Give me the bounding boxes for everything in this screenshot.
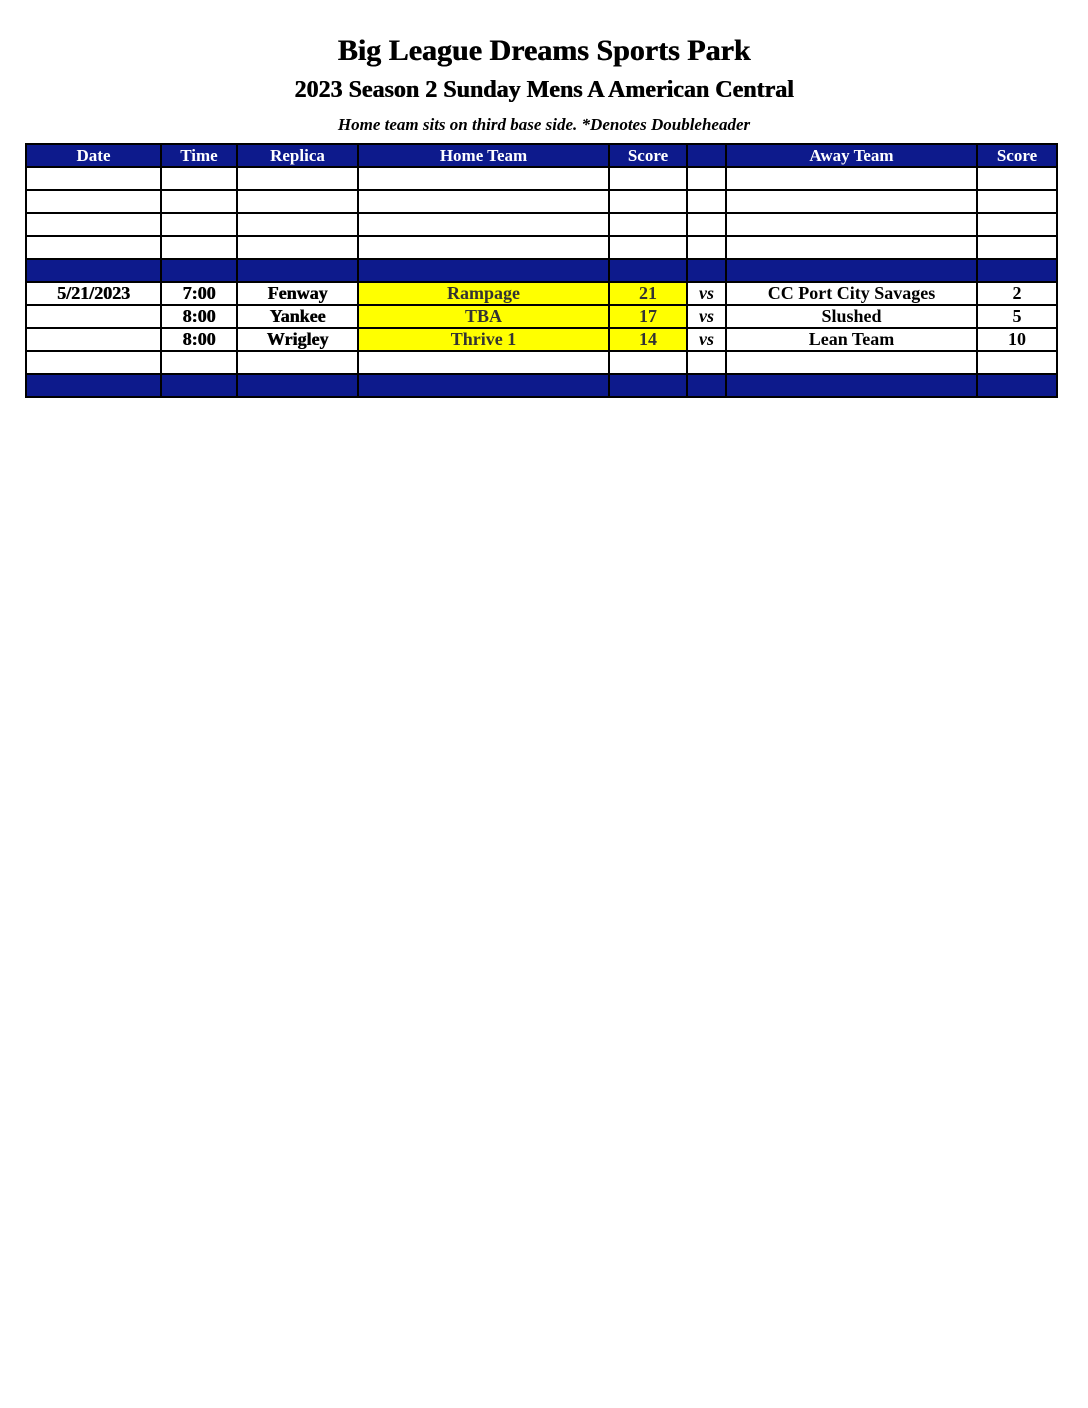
home-score: 14 (609, 328, 687, 351)
away-team: Lean Team (726, 328, 977, 351)
game-time: 8:00 (161, 328, 237, 351)
col-header-date: Date (26, 144, 161, 167)
empty-row (26, 213, 1057, 236)
away-score: 5 (977, 305, 1057, 328)
page-note: Home team sits on third base side. *Denotes Doubleheader (337, 115, 751, 134)
empty-row (26, 236, 1057, 259)
game-date (26, 305, 161, 328)
page-subtitle: 2023 Season 2 Sunday Mens A American Central (294, 77, 794, 103)
home-score: 17 (609, 305, 687, 328)
home-team: Rampage (358, 282, 609, 305)
away-team: CC Port City Savages (726, 282, 977, 305)
game-time: 8:00 (161, 305, 237, 328)
empty-row (26, 351, 1057, 374)
col-header-replica: Replica (237, 144, 358, 167)
col-header-time: Time (161, 144, 237, 167)
home-team: TBA (358, 305, 609, 328)
away-score: 2 (977, 282, 1057, 305)
empty-row (26, 190, 1057, 213)
game-row (26, 282, 1057, 305)
away-score: 10 (977, 328, 1057, 351)
home-score: 21 (609, 282, 687, 305)
vs-label: vs (687, 305, 726, 328)
game-row (26, 328, 1057, 351)
separator-band (26, 374, 1057, 397)
game-date: 5/21/2023 (26, 282, 161, 305)
vs-label: vs (687, 328, 726, 351)
game-date (26, 328, 161, 351)
game-row (26, 305, 1057, 328)
game-time: 7:00 (161, 282, 237, 305)
header-row (26, 144, 1057, 167)
vs-label: vs (687, 282, 726, 305)
home-team: Thrive 1 (358, 328, 609, 351)
game-replica: Wrigley (237, 328, 358, 351)
col-header-home-score: Score (609, 144, 687, 167)
separator-band (26, 259, 1057, 282)
schedule-table (25, 143, 1058, 398)
game-replica: Fenway (237, 282, 358, 305)
page-title: Big League Dreams Sports Park (337, 34, 751, 67)
game-replica: Yankee (237, 305, 358, 328)
col-header-away-team: Away Team (726, 144, 977, 167)
col-header-vs (687, 144, 726, 167)
col-header-away-score: Score (977, 144, 1057, 167)
away-team: Slushed (726, 305, 977, 328)
empty-row (26, 167, 1057, 190)
col-header-home-team: Home Team (358, 144, 609, 167)
